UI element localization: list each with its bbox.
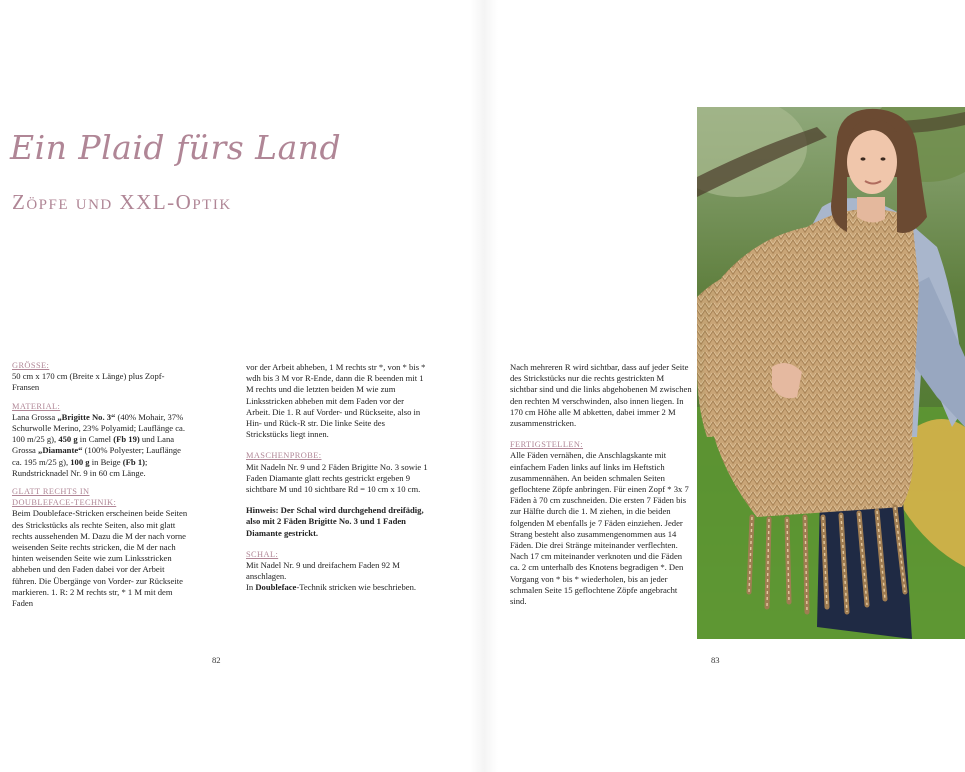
material-text: (40% Mohair, 37% Schurwolle Merino, 23% Polyamid; Lauflänge ca. 100 m/25 g), — [12, 411, 186, 445]
page-subtitle-text: Zöpfe und XXL-Optik — [12, 190, 232, 214]
material-text: ; Rundstricknadel Nr. 9 in 60 cm Länge. — [12, 456, 148, 478]
heading-groesse: GRÖSSE: — [12, 361, 50, 370]
schal-text: -Technik stricken wie beschrieben. — [296, 582, 417, 593]
heading-glatt-rechts-line2: DOUBLEFACE-TECHNIK: — [12, 498, 117, 508]
page-number-right: 83 — [711, 655, 720, 665]
section-fertigstellen — [510, 439, 692, 607]
material-text: und Lana Grossa — [12, 434, 175, 456]
material-bold: 100 g — [70, 456, 90, 467]
section-hinweis — [246, 505, 428, 539]
heading-maschenprobe: MASCHENPROBE: — [246, 451, 322, 461]
material-bold: „Diamante“ — [38, 445, 83, 456]
material-bold: „Brigitte No. 3“ — [57, 411, 116, 422]
text-continued: vor der Arbeit abheben, 1 M rechts str *, von * bis * wdh bis 3 M vor R-Ende, dann die R beenden mit 1 M rechts und die letzten beiden M wie zum Linksstricken abheben mit dem Faden vor der Arbeit. Die 1. R auf Vorder- und Rückseite, also in Hin- und Rück-R str. Die linke Seite des Strickstücks liegt innen. — [246, 362, 426, 440]
text-glatt-rechts: Beim Doubleface-Stricken erscheinen beide Seiten des Strickstücks als rechte Seiten, also mit glatt rechts aussehenden M. Dazu die M der nach vorne weisenden Seite rechts stricken, die M der nach hinten weisenden Seite wie zum Linksstricken abheben und den Faden dabei vor der Arbeit führen. Die Übergänge von Vorder- zur Rückseite markieren. 1. R: 2 M rechts str, * 1 M mit dem Faden — [12, 508, 188, 609]
text-groesse: 50 cm x 170 cm (Breite x Länge) plus Zopf-Fransen — [12, 371, 165, 393]
heading-fertigstellen: FERTIGSTELLEN: — [510, 440, 584, 450]
heading-glatt-rechts-line1: GLATT RECHTS IN — [12, 487, 90, 497]
section-glatt-rechts — [12, 486, 190, 609]
text-hinweis — [246, 505, 428, 539]
section-continued — [246, 362, 428, 440]
material-text: in Camel — [77, 434, 114, 445]
section-groesse — [12, 360, 190, 394]
text-fertigstellen: Alle Fäden vernähen, die Anschlagskante mit einfachem Faden links auf links im Heftstich zusammennähen. An beiden schmalen Seiten geflochtene Zöpfe anbringen. Für einen Zopf * 3x 7 Fäden à 70 cm zuschneiden. Die ersten 7 Fäden bis zur Hälfte durch die 1. M ziehen, in die beiden folgenden M ebenfalls je 7 Fäden einziehen. Jeder Strang besteht also zusammengenommen aus 14 Fäden. Die drei Stränge miteinander verflechten. Nach 17 cm miteinander verknoten und die Fäden ca. 2 cm unterhalb des Knotens begradigen *. Den Vorgang von * bis * wiederholen, bis an jeder schmalen Seite 15 geflochtene Zöpfe angebracht sind. — [510, 450, 689, 607]
section-material — [12, 401, 190, 479]
material-text: in Beige — [89, 456, 123, 467]
schal-bold: Doubleface — [255, 582, 297, 593]
text-column-1 — [12, 360, 190, 616]
text-material — [12, 412, 190, 479]
text-schal-2 — [246, 582, 428, 593]
section-schal — [246, 549, 428, 594]
material-text: Lana Grossa — [12, 411, 58, 422]
text-continued-right: Nach mehreren R wird sichtbar, dass auf jeder Seite des Strickstücks nur die rechts gestrickten M sichtbar sind und die links abgehobenen M zwischen den rechten M verschwinden, also innen liegen. In 170 cm Höhe alle M abketten, dabei immer 2 M zusammenstricken. — [510, 362, 692, 429]
section-maschenprobe — [246, 450, 428, 495]
heading-material: MATERIAL: — [12, 401, 61, 411]
section-continued-right — [510, 362, 692, 429]
heading-schal: SCHAL: — [246, 549, 279, 559]
text-schal-1: Mit Nadel Nr. 9 und dreifachem Faden 92 M anschlagen. — [246, 560, 400, 582]
material-text: (100% Polyester; Lauflänge ca. 195 m/25 g), — [12, 445, 181, 467]
text-column-2 — [246, 362, 428, 601]
model-photo — [697, 107, 965, 639]
material-bold: 450 g — [58, 434, 78, 445]
text-column-3 — [510, 362, 692, 614]
material-bold: (Fb 19) — [113, 434, 140, 445]
model-photo-illustration — [697, 107, 965, 639]
schal-text: In — [246, 582, 256, 593]
page-number-left: 82 — [212, 655, 221, 665]
page-title: Ein Plaid fürs Land — [10, 128, 342, 167]
text-maschenprobe: Mit Nadeln Nr. 9 und 2 Fäden Brigitte No. 3 sowie 1 Faden Diamante glatt rechts gestrickt ergeben 9 sichtbare M und 10 sichtbare Rd = 10 cm x 10 cm. — [246, 461, 428, 495]
page-subtitle — [12, 190, 232, 215]
hinweis-bold: Hinweis: Der Schal wird durchgehend dreifädig, also mit 2 Fäden Brigitte No. 3 und 1 Faden Diamante gestrickt. — [246, 505, 424, 538]
material-bold: (Fb 1) — [122, 456, 145, 467]
